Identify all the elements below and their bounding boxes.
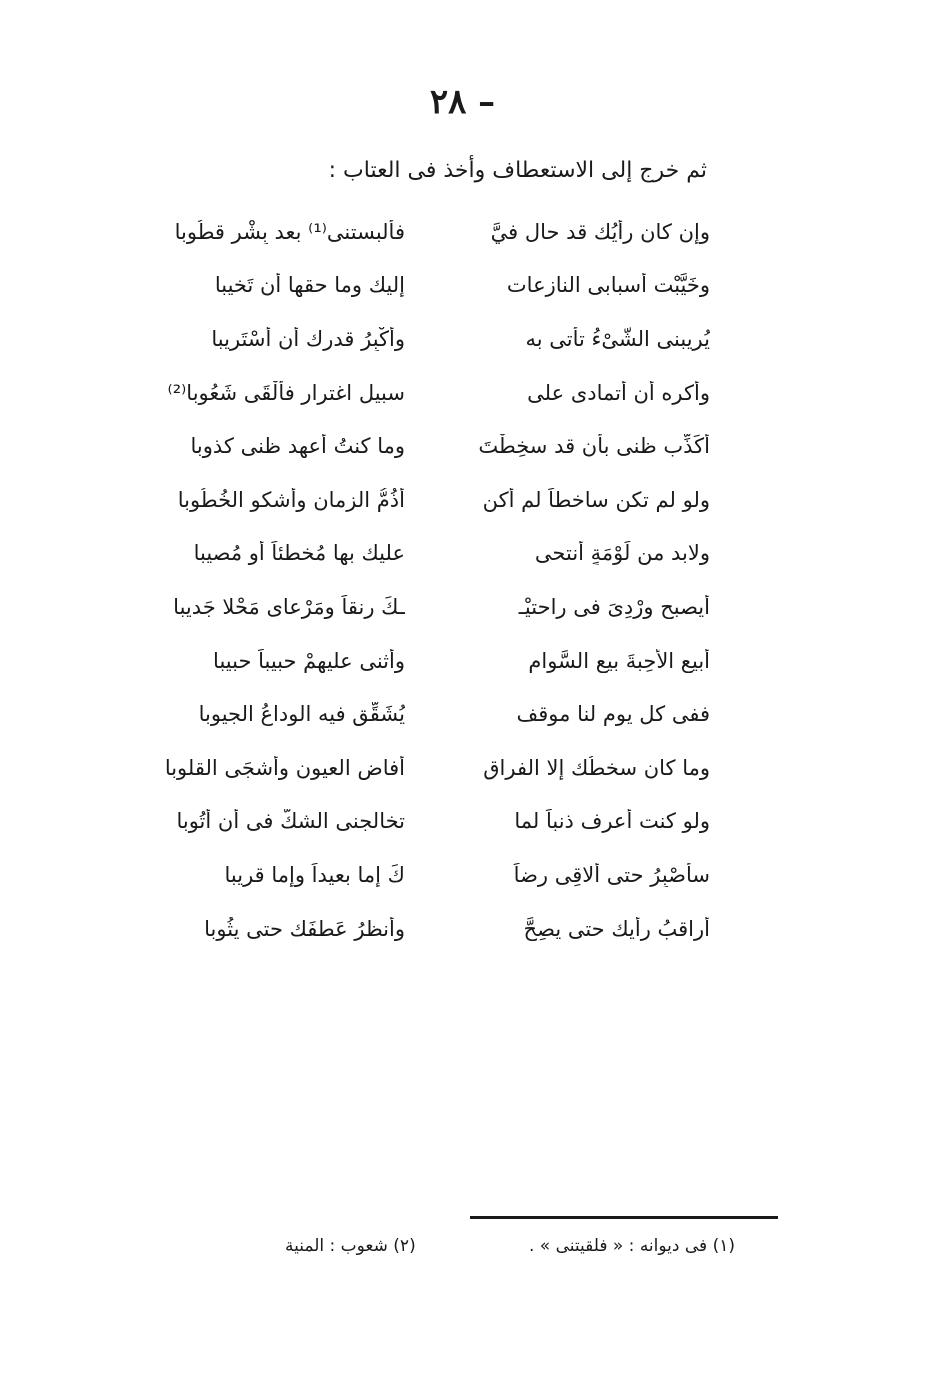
second-hemistich: وما كنتُ أعهد ظنى كذوبا (190, 434, 405, 459)
footnote-1: (١) فى ديوانه : « فلقيتنى » . (528, 1236, 735, 1256)
footnote-2: (٢) شعوب : المنية (285, 1236, 416, 1256)
first-hemistich: أراقبُ رأيك حتى يصِحَّ (523, 916, 710, 941)
verse (150, 634, 710, 688)
footnote-rule (470, 1216, 778, 1219)
footnotes (285, 1236, 735, 1256)
second-hemistich: أذُمُّ الزمان وأشكو الخُطُوبا (177, 487, 405, 512)
first-hemistich: وأُكره أن أتمادى على (527, 380, 710, 405)
verse (150, 902, 710, 956)
poem (150, 205, 710, 955)
second-hemistich: كَ إما بعيداً وإما قريبا (224, 862, 405, 887)
first-hemistich: وإن كان رأيُك قد حال فيَّ (490, 219, 710, 244)
verse (150, 259, 710, 313)
second-hemistich: عليك بها مُخطئاً أو مُصيبا (193, 541, 405, 566)
verse (150, 741, 710, 795)
second-hemistich: يُشَقِّق فيه الوداعُ الجيوبا (198, 702, 405, 727)
second-hemistich: سبيل اغترار فألْقَى شَعُوبا⁽²⁾ (167, 380, 405, 405)
first-hemistich: أُكَذِّب ظنى بأن قد سخِطْتَ (478, 434, 710, 459)
verse (150, 687, 710, 741)
verse (150, 205, 710, 259)
first-hemistich: ولو كنت أعرف ذنباً لما (514, 809, 710, 834)
first-hemistich: يُريبنى الشَّىْءُ تأتى به (525, 326, 710, 351)
second-hemistich: تخالجنى الشكُّ فى أن أتُوبا (176, 809, 405, 834)
verse (150, 366, 710, 420)
second-hemistich: وأثنى عليهمْ حبيباً حبيبا (213, 648, 405, 673)
verse (150, 312, 710, 366)
second-hemistich: ـكَ رنقاً ومَرْعاى مَحْلا جَديبا (173, 594, 405, 619)
second-hemistich: فألبستنى⁽¹⁾ بعد بِشْرٍ قطُوبا (174, 219, 405, 244)
intro-line: ثم خرج إلى الاستعطاف وأخذ فى العتاب : (328, 158, 707, 183)
verse (150, 848, 710, 902)
second-hemistich: إليك وما حقها أن تَخيبا (214, 273, 405, 298)
second-hemistich: وأنظرُ عَطفَك حتى يثُوبا (204, 916, 405, 941)
second-hemistich: أفاض العيون وأشجَى القلوبا (164, 755, 405, 780)
first-hemistich: وما كان سخطُك إلا الفراق (483, 755, 710, 780)
verse (150, 473, 710, 527)
first-hemistich: ولابد من لَوْمَةٍ أنتحى (534, 541, 710, 566)
verse (150, 580, 710, 634)
first-hemistich: سأصْبِرُ حتى أُلاقِى رِضاَ (513, 862, 710, 887)
second-hemistich: وأُكْبِرُ قدرك أن أسْتَريبا (211, 326, 405, 351)
first-hemistich: ولو لم تكن ساخطاً لم أكن (482, 487, 710, 512)
first-hemistich: أبيع الأحِبةَ بيع السَّوام (528, 648, 710, 673)
verse (150, 419, 710, 473)
first-hemistich: ففى كل يوم لنا موقف (516, 702, 710, 727)
first-hemistich: وخَيَّبْت أسبابى النازعات (506, 273, 710, 298)
first-hemistich: أيصبح وِرْدِىَ فى راحتيْـ (518, 594, 710, 619)
verse (150, 795, 710, 849)
verse (150, 527, 710, 581)
page-number: – ٢٨ (429, 82, 496, 122)
